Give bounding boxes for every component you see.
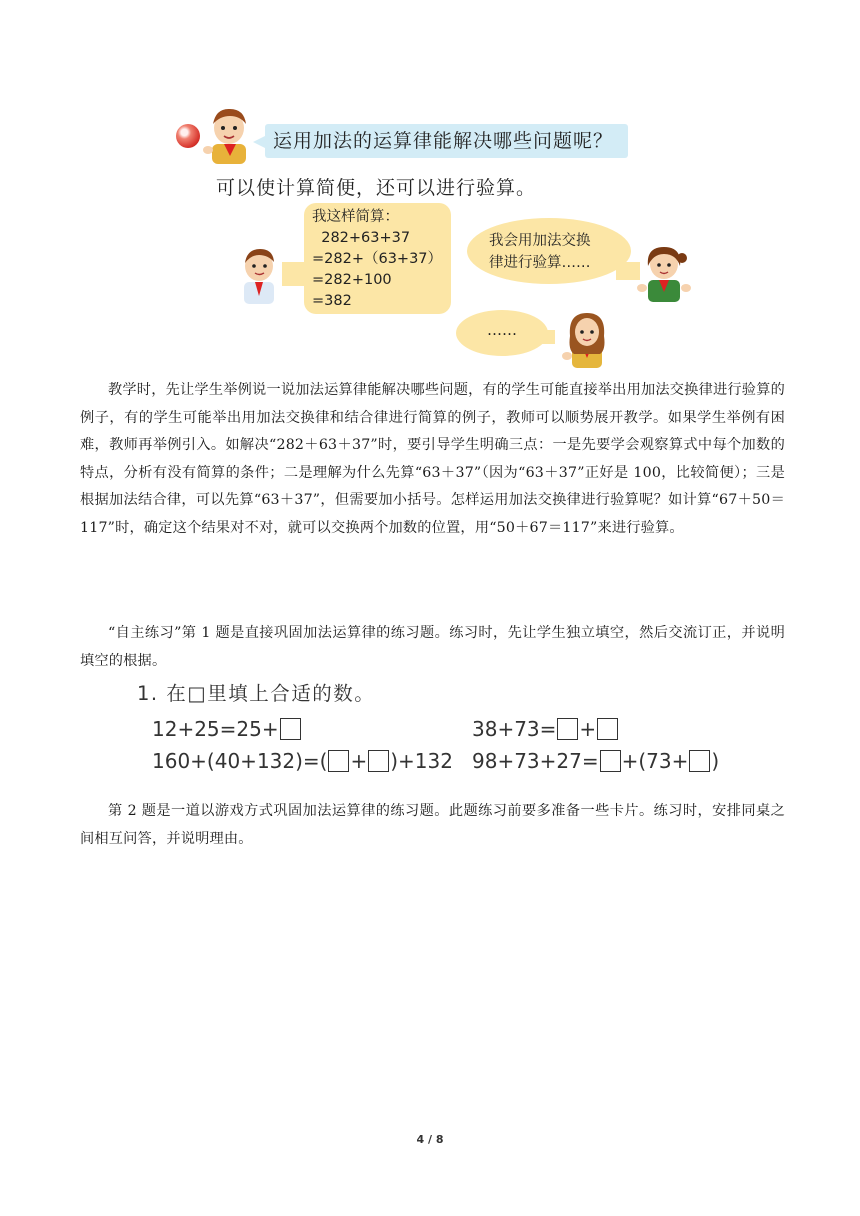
answer-box xyxy=(557,718,578,740)
calculation-bubble xyxy=(304,203,451,314)
equation-text: 160+(40+132)=( xyxy=(152,749,328,773)
answer-box xyxy=(600,750,621,772)
girl-bottom-character-icon xyxy=(562,310,612,368)
equation-text: ) xyxy=(711,749,720,773)
boy-left-character-icon xyxy=(236,246,282,304)
answer-text: 可以使计算简便，还可以进行验算。 xyxy=(216,177,537,199)
equation-text: + xyxy=(579,717,597,741)
answer-box xyxy=(368,750,389,772)
page-number: 4 / 8 xyxy=(416,1133,444,1146)
exercise-equation-3 xyxy=(152,749,453,773)
equation-text: + xyxy=(350,749,368,773)
exercise-equation-4 xyxy=(472,749,719,773)
banner-pointer xyxy=(253,136,265,148)
ellipsis-bubble: …… xyxy=(456,310,548,356)
boy-character-icon xyxy=(202,106,258,164)
answer-box xyxy=(689,750,710,772)
answer-box xyxy=(280,718,301,740)
bubble-line: 我会用加法交换 xyxy=(489,233,591,249)
equation-text: )+132 xyxy=(390,749,453,773)
red-ball-icon xyxy=(176,124,200,148)
bubble-line: 282+63+37 xyxy=(312,230,411,246)
bubble-line: =382 xyxy=(312,293,352,309)
answer-box xyxy=(328,750,349,772)
girl-right-character-icon xyxy=(636,244,692,302)
exercise-title: 1. 在□里填上合适的数。 xyxy=(137,682,376,705)
equation-text: 38+73= xyxy=(472,717,557,741)
equation-text: 98+73+27= xyxy=(472,749,599,773)
bubble-line: 律进行验算…… xyxy=(489,255,591,271)
equation-text: +(73+ xyxy=(621,749,689,773)
equation-text: 12+25=25+ xyxy=(152,717,279,741)
teaching-paragraph-3: 第 2 题是一道以游戏方式巩固加法运算律的练习题。此题练习前要多准备一些卡片。练习时，安排同桌之间相互问答，并说明理由。 xyxy=(80,803,785,847)
bubble-line: 我这样简算： xyxy=(312,209,399,225)
answer-box xyxy=(597,718,618,740)
teaching-paragraph-2: “自主练习”第 1 题是直接巩固加法运算律的练习题。练习时，先让学生独立填空，然后交流订正，并说明填空的根据。 xyxy=(80,625,785,669)
exercise-equation-2 xyxy=(472,717,619,741)
teaching-paragraph-1: 教学时，先让学生举例说一说加法运算律能解决哪些问题，有的学生可能直接举出用加法交换律进行验算的例子，有的学生可能举出用加法交换律和结合律进行简算的例子，教师可以顺势展开教学。如果学生举例有困难，教师再举例引入。如解决“282＋63＋37”时，要引导学生明确三点：一是先要学会观察算式中每个加数的特点，分析有没有简算的条件；二是理解为什么先算“63＋37”（因为“63＋37”正好是 100，比较简便）；三是根据加法结合律，可以先算“63＋37”，但需要加小括号。怎样运用加法交换律进行验算呢？如计算“67＋50＝117”时，确定这个结果对不对，就可以交换两个加数的位置，用“50＋67＝117”来进行验算。 xyxy=(80,382,785,536)
bubble-line: =282+（63+37） xyxy=(312,251,443,267)
verification-bubble xyxy=(467,218,631,284)
exercise-equation-1 xyxy=(152,717,302,741)
question-banner: 运用加法的运算律能解决哪些问题呢？ xyxy=(265,124,628,158)
bubble-line: =282+100 xyxy=(312,272,392,288)
